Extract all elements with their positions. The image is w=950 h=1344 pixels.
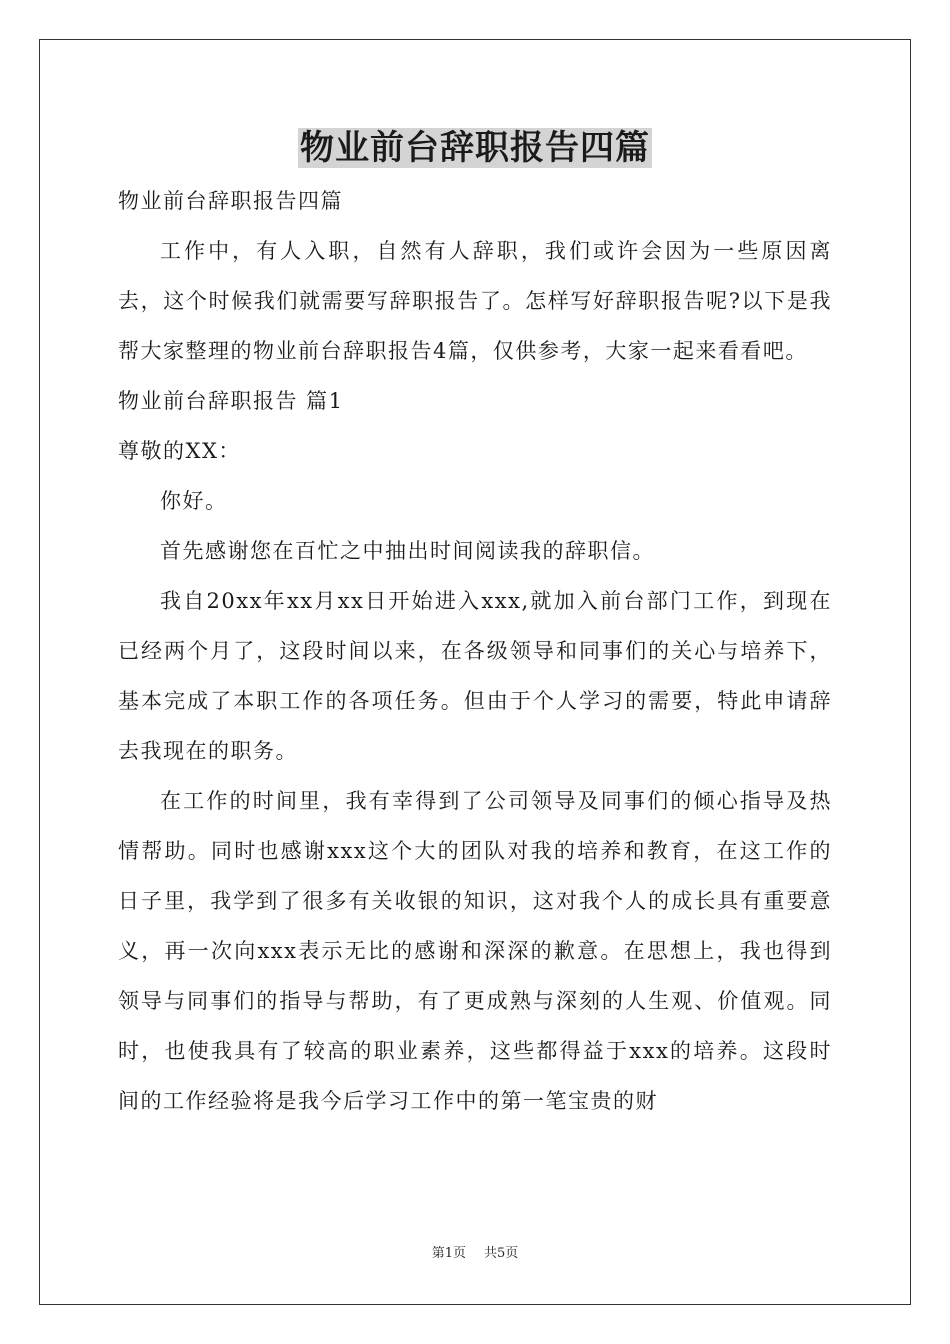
paragraph: 物业前台辞职报告四篇 — [118, 189, 343, 213]
paragraph: 工作中，有人入职，自然有人辞职，我们或许会因为一些原因离去，这个时候我们就需要写辞职报告了。怎样写好辞职报告呢?以下是我帮大家整理的物业前台辞职报告4篇，仅供参考，大家一起来看看吧。 — [118, 239, 832, 363]
paragraph: 我自20xx年xx月xx日开始进入xxx,就加入前台部门工作，到现在已经两个月了，这段时间以来，在各级领导和同事们的关心与培养下，基本完成了本职工作的各项任务。但由于个人学习的需要，特此申请辞去我现在的职务。 — [118, 589, 832, 763]
paragraph: 首先感谢您在百忙之中抽出时间阅读我的辞职信。 — [160, 539, 655, 563]
paragraph: 你好。 — [160, 489, 228, 513]
section-heading: 物业前台辞职报告 篇1 — [118, 389, 344, 413]
page-number: 第1页 — [431, 1246, 466, 1261]
page-total: 共5页 — [484, 1246, 519, 1261]
page-footer — [0, 1244, 950, 1264]
document-title — [0, 124, 950, 172]
paragraph: 在工作的时间里，我有幸得到了公司领导及同事们的倾心指导及热情帮助。同时也感谢xxx这个大的团队对我的培养和教育，在这工作的日子里，我学到了很多有关收银的知识，这对我个人的成长具有重要意义，再一次向xxx表示无比的感谢和深深的歉意。在思想上，我也得到领导与同事们的指导与帮助，有了更成熟与深刻的人生观、价值观。同时，也使我具有了较高的职业素养，这些都得益于xxx的培养。这段时间的工作经验将是我今后学习工作中的第一笔宝贵的财 — [118, 789, 832, 1113]
document-title-text: 物业前台辞职报告四篇 — [300, 128, 650, 168]
document-body — [118, 176, 832, 1126]
salutation: 尊敬的XX： — [118, 439, 241, 463]
